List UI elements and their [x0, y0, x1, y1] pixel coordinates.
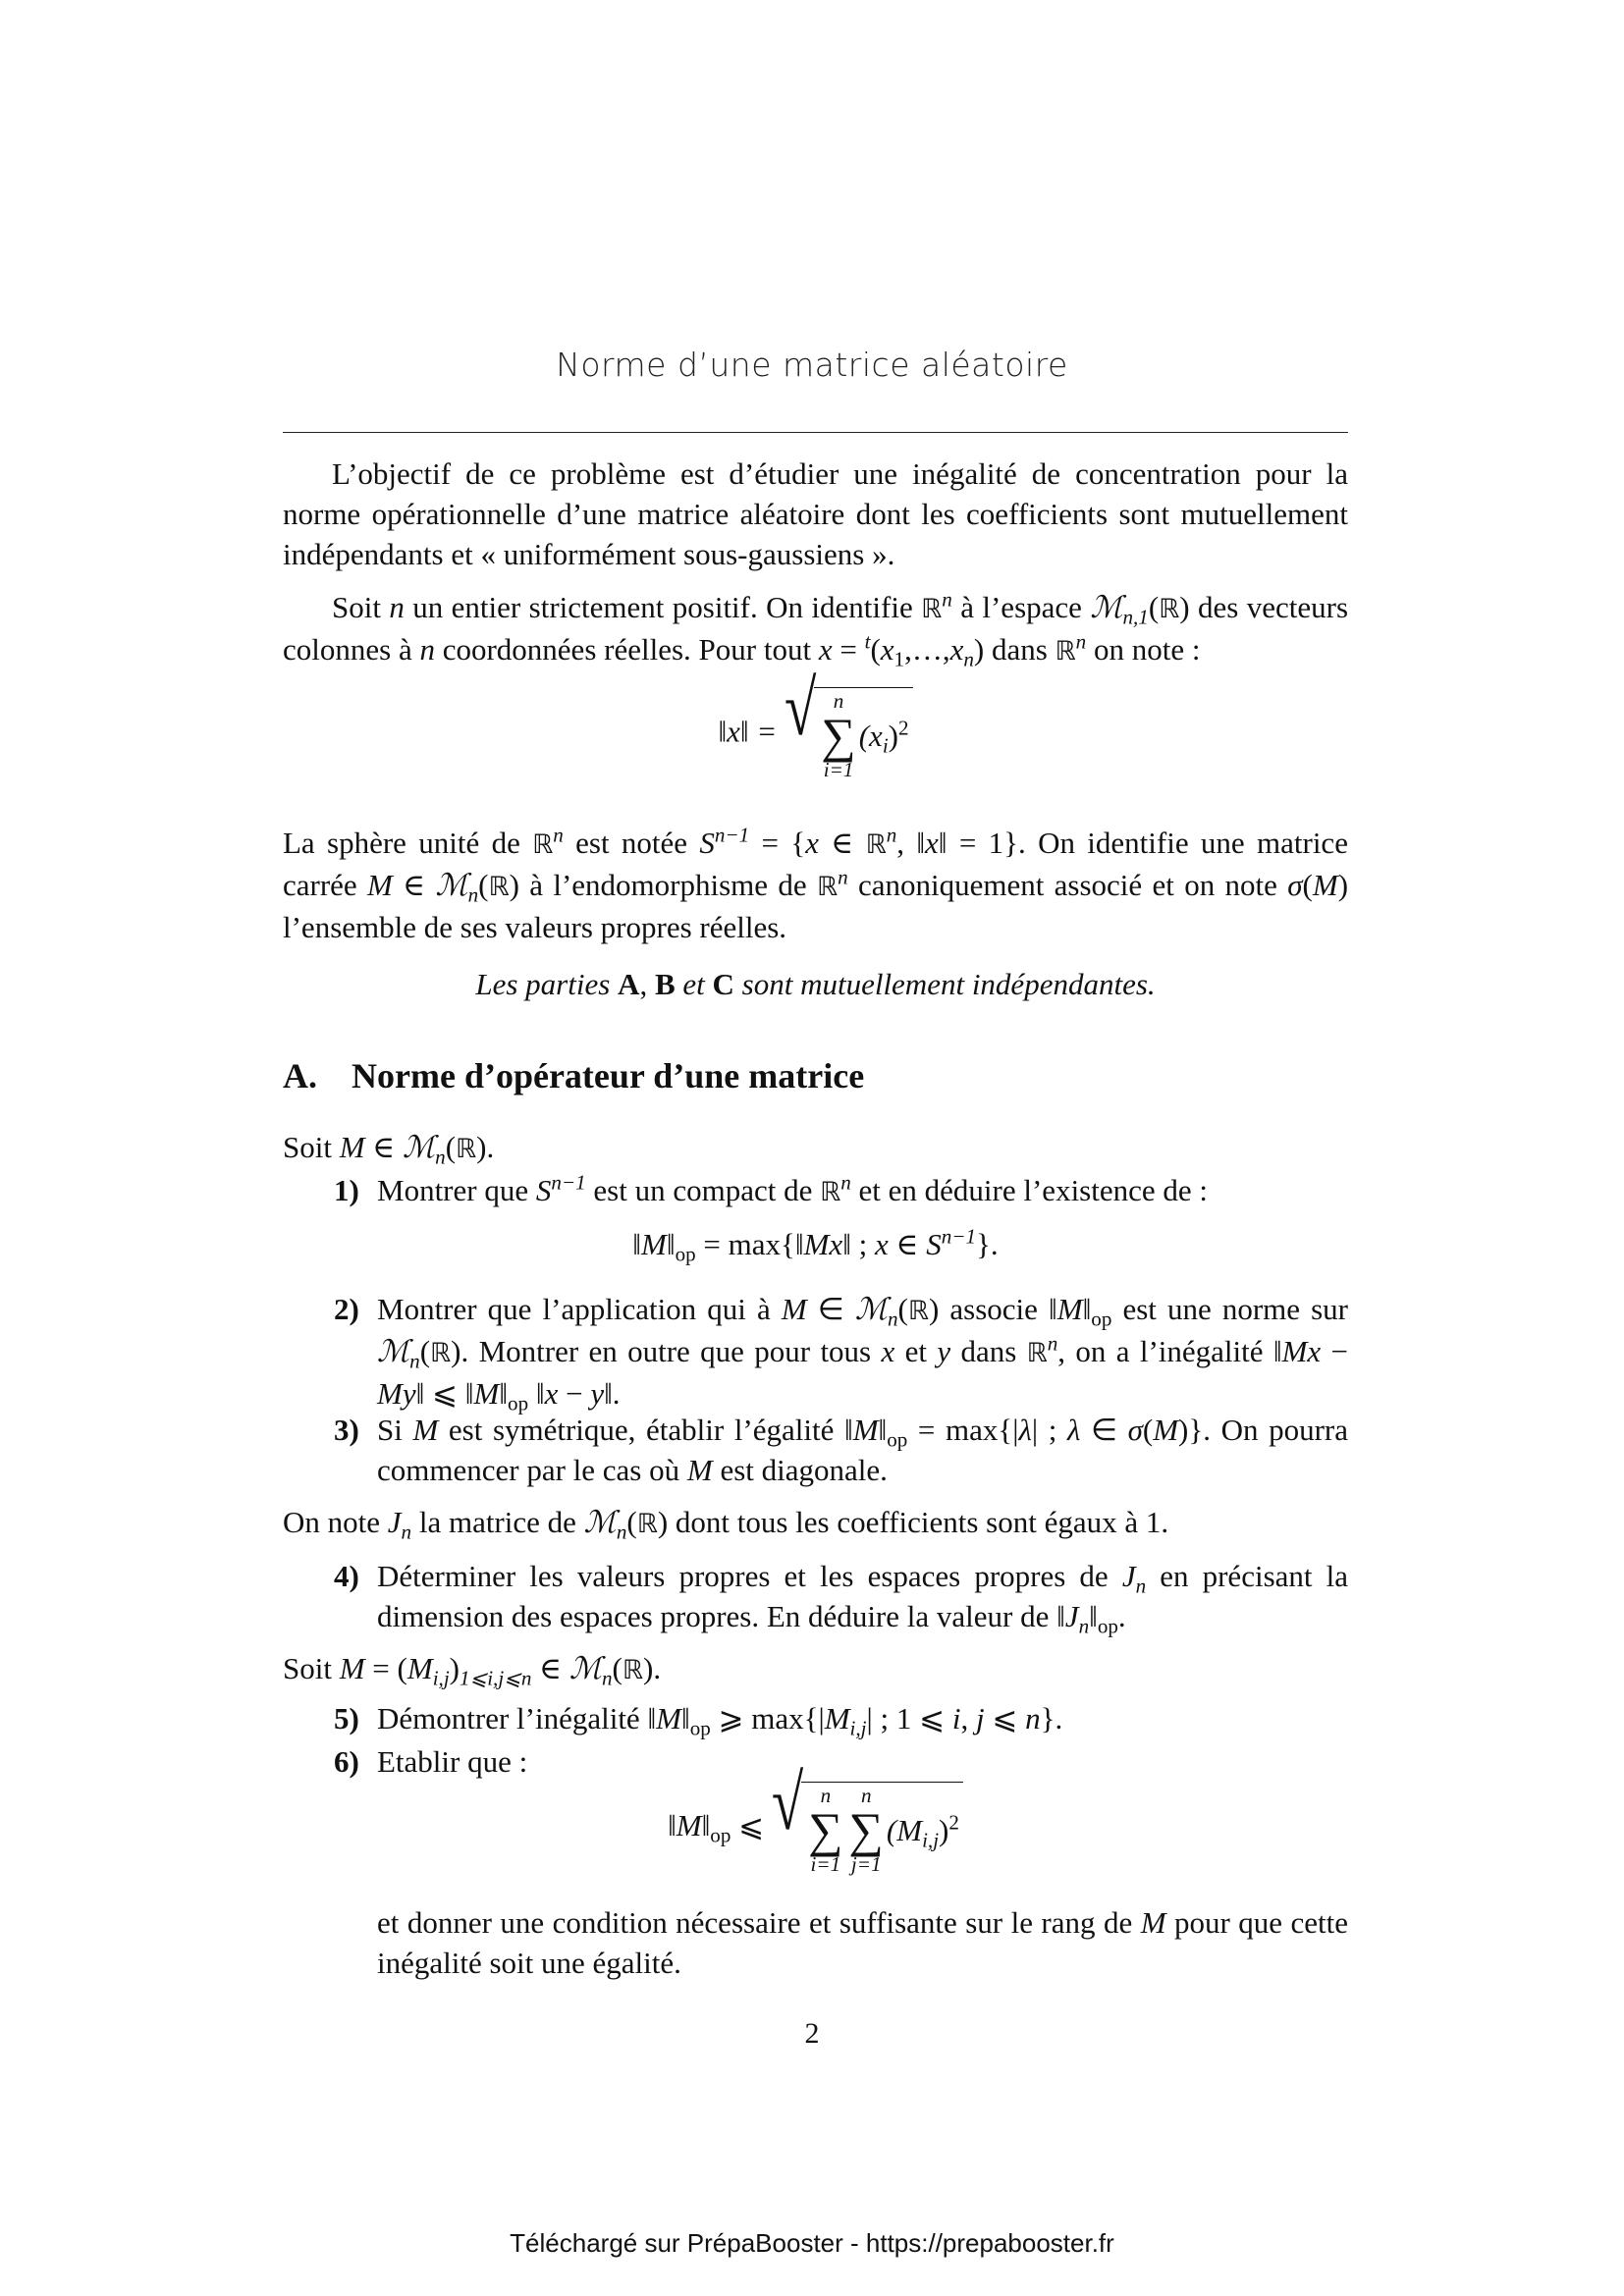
section-a-preamble-1: Soit M ∈ ℳ$_n$(ℝ).	[283, 1130, 495, 1169]
download-footer: Téléchargé sur PrépaBooster - https://prepabooster.fr	[510, 2228, 1114, 2258]
section-a-preamble-2: On note $J_n$ la matrice de ℳ$_n$(ℝ) dont tous les coefficients sont égaux à 1.	[283, 1505, 1169, 1544]
formula-relation: ⩽	[738, 1808, 765, 1843]
question-text: Montrer que $S^{n-1}$ est un compact de ℝ$^n$ et en déduire l’existence de :	[377, 1170, 1209, 1207]
question-number: 5)	[334, 1701, 359, 1735]
question-text: et donner une condition nécessaire et suffisante sur le rang de M pour que cette inégalité soit une égalité.	[377, 1905, 1348, 1980]
question-text: Etablir que :	[377, 1744, 528, 1779]
intro-paragraph-setup: Soit n un entier strictement positif. On identifie ℝ$^n$ à l’espace ℳ$_{n,1}$(ℝ) des vecteurs colonnes à n coordonnées réelles. Pour tout $x = ^t(x_1,\dots,x_n)$ dans ℝ$^n$ on note :	[283, 587, 1349, 671]
question-3	[283, 1410, 1348, 1490]
intro-paragraph-sphere: La sphère unité de ℝ$^n$ est notée $S^{n-1} = \{x$ ∈ ℝ$^n$, ‖x‖ = 1}. On identifie une matrice carrée M ∈ ℳ$_n$(ℝ) à l’endomorphisme de ℝ$^n$ canoniquement associé et on note σ(M) l’ensemble de ses valeurs propres réelles.	[283, 823, 1349, 944]
sqrt-symbol: √ n ∑ i=1 $(x_i)^2$	[785, 687, 913, 781]
question-6-continuation	[283, 1902, 1348, 1983]
section-letter: A.	[283, 1056, 317, 1095]
formula-euclidean-norm	[283, 665, 1348, 782]
question-text: Déterminer les valeurs propres et les espaces propres de $J_n$ en précisant la dimension des espaces propres. En déduire la valeur de $‖J_n‖_{op}$.	[377, 1559, 1348, 1638]
question-number: 3)	[334, 1413, 359, 1447]
formula-lhs: $‖M‖_{op}$	[668, 1808, 731, 1847]
question-6	[283, 1741, 1348, 1782]
sum-symbol-i: n ∑ i=1	[808, 1784, 843, 1877]
parts-independence-note: Les parties A, B et C sont mutuellement indépendantes.	[475, 967, 1156, 1001]
sqrt-symbol: √ n ∑ i=1 n ∑ j=1 $(M_{i,j})^2$	[772, 1782, 963, 1876]
question-text: Montrer que l’application qui à M ∈ ℳ$_n$(ℝ) associe $‖M‖_{op}$ est une norme sur ℳ$_n$(ℝ). Montrer en outre que pour tous x et y dans ℝ$^n$, on a l’inégalité ‖Mx − My‖ ⩽ $‖M‖_{op}$ ‖x − y‖.	[377, 1292, 1349, 1415]
section-a-preamble-3: Soit $M = (M_{i,j})_{1⩽i,j⩽n}$ ∈ ℳ$_n$(ℝ).	[283, 1651, 662, 1690]
section-a-heading	[283, 1055, 864, 1096]
page-number: 2	[804, 2017, 820, 2050]
title-rule	[283, 432, 1348, 433]
question-number: 6)	[334, 1744, 359, 1779]
question-text: Si M est symétrique, établir l’égalité $‖M‖_{op} = \max\{|\lambda|$ ; λ ∈ σ(M)}. On pourra commencer par le cas où M est diagonale.	[377, 1413, 1348, 1487]
intro-paragraph-objective: L’objectif de ce problème est d’étudier une inégalité de concentration pour la norme opérationnelle d’une matrice aléatoire dont les coefficients sont mutuellement indépendants et « uniformément sous-gaussiens ».	[283, 456, 1348, 571]
question-number: 4)	[334, 1559, 359, 1593]
section-title: Norme d’opérateur d’une matrice	[352, 1056, 865, 1095]
document-title: Norme d’une matrice aléatoire	[556, 346, 1068, 384]
sum-symbol-j: n ∑ j=1	[848, 1784, 884, 1877]
question-number: 2)	[334, 1292, 359, 1326]
question-4	[283, 1556, 1348, 1636]
question-5	[283, 1698, 1348, 1738]
sum-symbol: n ∑ i=1	[821, 689, 856, 782]
question-2	[283, 1289, 1348, 1414]
question-1	[283, 1170, 1348, 1212]
formula-lhs: ‖x‖ =	[718, 714, 778, 749]
question-number: 1)	[334, 1173, 359, 1207]
formula-operator-norm: $‖M‖_{op}$ = max{‖Mx‖ ; x ∈ $S^{n-1}$}.	[632, 1224, 999, 1266]
question-text: Démontrer l’inégalité $‖M‖_{op}$ ⩾ $\max\{|M_{i,j}|$ ; 1 ⩽ i, j ⩽ n}.	[377, 1701, 1063, 1740]
